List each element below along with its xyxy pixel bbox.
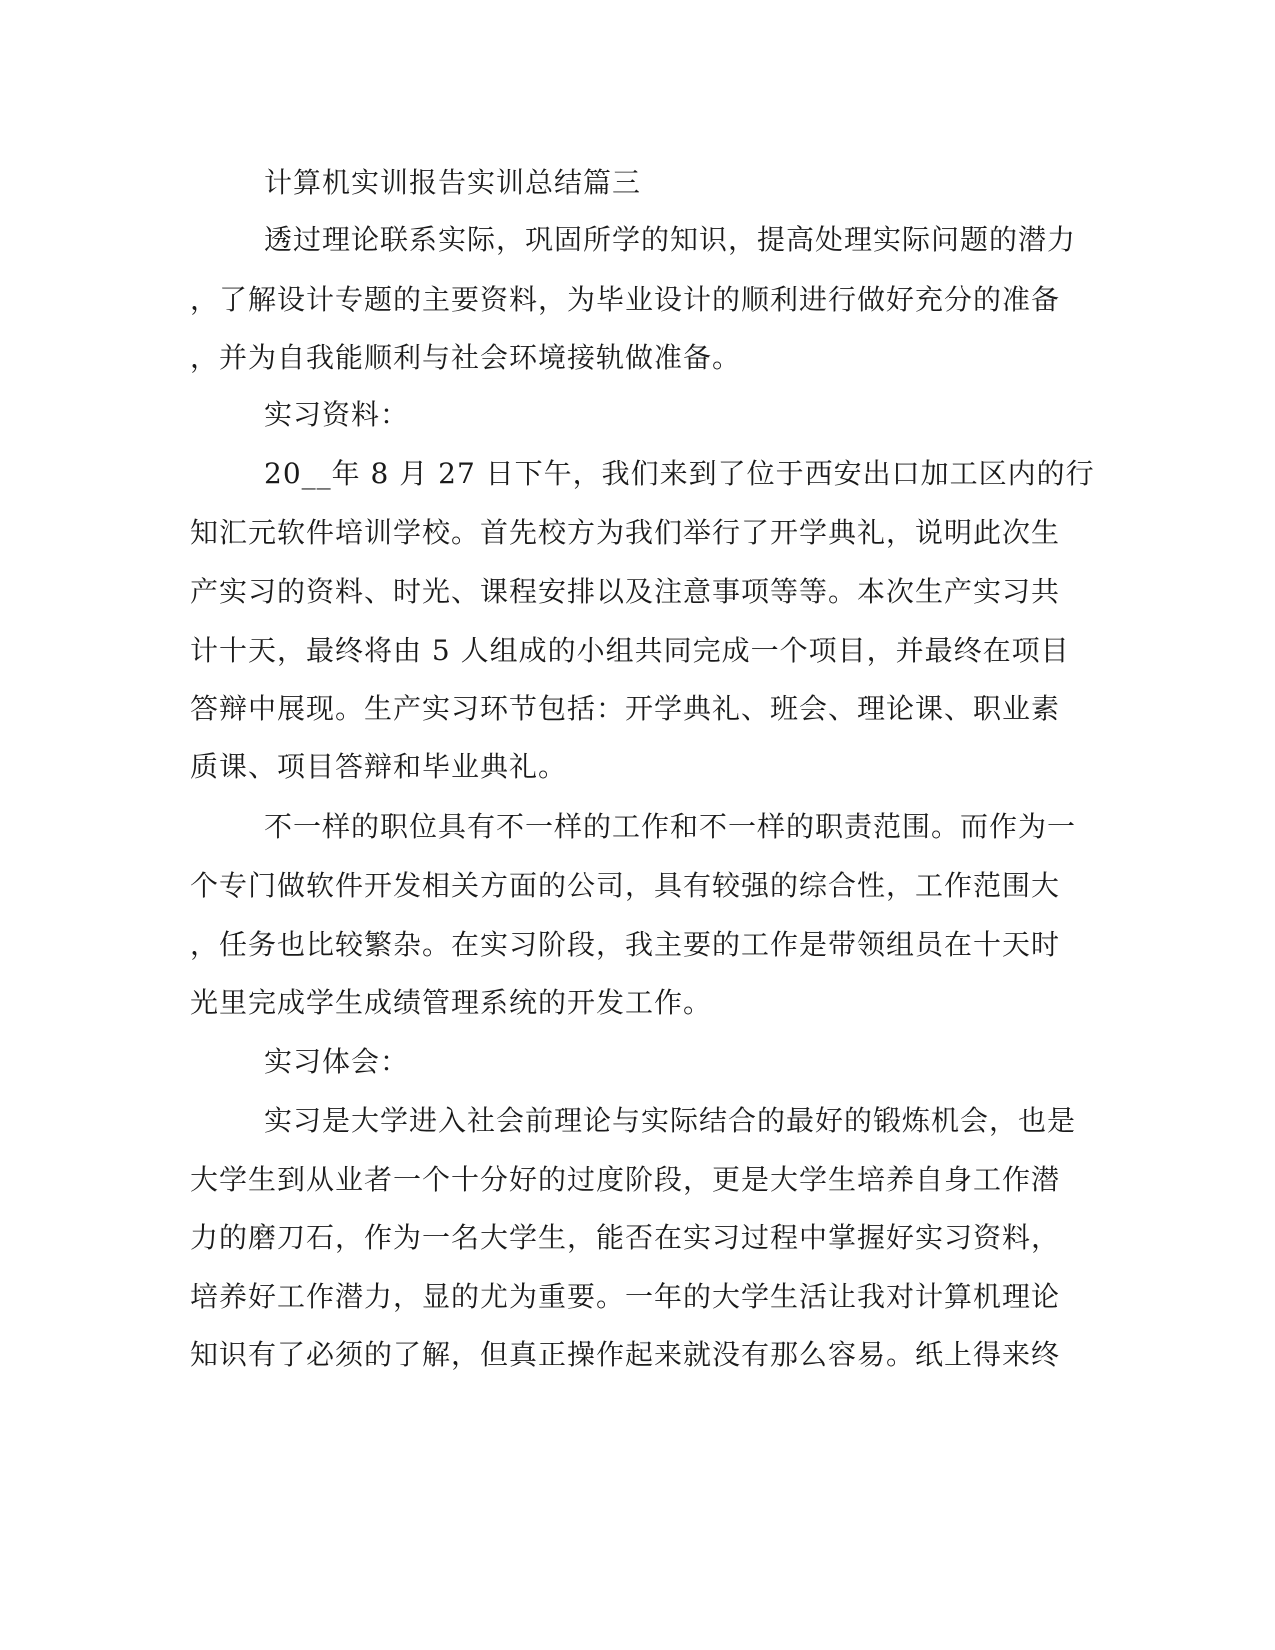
paragraph-line: 答辩中展现。生产实习环节包括：开学典礼、班会、理论课、职业素 bbox=[190, 692, 1061, 725]
paragraph-line: 大学生到从业者一个十分好的过度阶段，更是大学生培养自身工作潜 bbox=[190, 1163, 1061, 1196]
paragraph-line: 力的磨刀石，作为一名大学生，能否在实习过程中掌握好实习资料， bbox=[190, 1221, 1061, 1254]
paragraph-line: 知汇元软件培训学校。首先校方为我们举行了开学典礼，说明此次生 bbox=[190, 516, 1061, 549]
document-title: 计算机实训报告实训总结篇三 bbox=[264, 166, 642, 199]
paragraph-line: 产实习的资料、时光、课程安排以及注意事项等等。本次生产实习共 bbox=[190, 575, 1061, 608]
paragraph-line: 计十天，最终将由 5 人组成的小组共同完成一个项目，并最终在项目 bbox=[190, 634, 1070, 667]
paragraph-line: 透过理论联系实际，巩固所学的知识，提高处理实际问题的潜力 bbox=[264, 223, 1077, 256]
paragraph-line: 20__年 8 月 27 日下午，我们来到了位于西安出口加工区内的行 bbox=[264, 457, 1095, 490]
paragraph-line: ，了解设计专题的主要资料，为毕业设计的顺利进行做好充分的准备 bbox=[190, 283, 1061, 316]
paragraph-line: 不一样的职位具有不一样的工作和不一样的职责范围。而作为一 bbox=[264, 810, 1077, 843]
section-heading: 实习体会： bbox=[264, 1045, 410, 1078]
paragraph-line: 实习是大学进入社会前理论与实际结合的最好的锻炼机会，也是 bbox=[264, 1104, 1077, 1137]
section-heading: 实习资料： bbox=[264, 398, 410, 431]
paragraph-line: 光里完成学生成绩管理系统的开发工作。 bbox=[190, 986, 713, 1019]
paragraph-line: 知识有了必须的了解，但真正操作起来就没有那么容易。纸上得来终 bbox=[190, 1338, 1061, 1371]
paragraph-line: ，任务也比较繁杂。在实习阶段，我主要的工作是带领组员在十天时 bbox=[190, 928, 1061, 961]
paragraph-line: 培养好工作潜力，显的尤为重要。一年的大学生活让我对计算机理论 bbox=[190, 1280, 1061, 1313]
paragraph-line: ，并为自我能顺利与社会环境接轨做准备。 bbox=[190, 341, 742, 374]
paragraph-line: 个专门做软件开发相关方面的公司，具有较强的综合性，工作范围大 bbox=[190, 869, 1061, 902]
paragraph-line: 质课、项目答辩和毕业典礼。 bbox=[190, 750, 568, 783]
